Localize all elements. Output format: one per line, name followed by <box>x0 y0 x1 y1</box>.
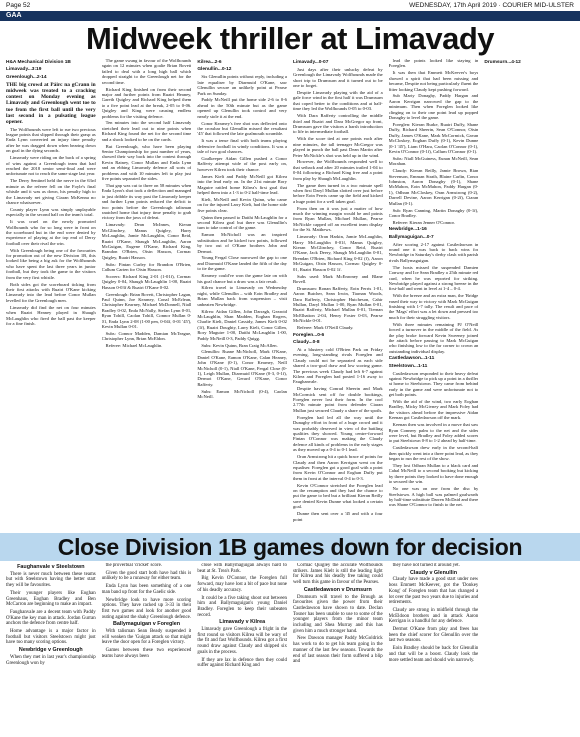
result-kicker: Greenlough...2-14 <box>6 74 47 80</box>
fixture-heading: Limavady v Kilrea <box>219 619 266 626</box>
result-kicker: Claudy...0-8 <box>292 340 320 345</box>
body-paragraph: Castledawson responded to their heavy defeat against Newbridge to pick up a point in a thriller at home to Steelstown. They came from behind early in the game and were unfortunate not to get both points. <box>388 370 479 398</box>
body-paragraph: Despite having Conrad Sheerin and Mark McCormick sent off for double bookings, Foreglen never lost their form. In the cool 2.77th minute point from defender Ciaran Mullan just secured Claudy a share of the spoils. <box>292 386 383 413</box>
body-paragraph: Eamon McNicholl was an inspired substitution and he kicked two points, followed by two out of O'Kane brothers John and Dermot. <box>197 232 287 254</box>
body-paragraph: Kevin O'Connor stretched the Foreglen lead on the resumption and they had the chance to put the game to bed but a brilliant Kieran Reilly save denied Kevin Dunne what looked a certain goal. <box>292 482 383 510</box>
page-number: Page 52 <box>6 2 31 9</box>
body-paragraph: they have not turned it around yet. <box>392 563 460 568</box>
result-kicker: Kilrea...2-6 <box>197 60 222 65</box>
body-paragraph: It was cruel on the newly promoted Wolfhounds who for so long were in front on the scoreboard but in the end were denied by experience of playing at the top end of Derry football over their rival the win. <box>6 219 96 246</box>
body-paragraph: Subs: Kevin Quinn, Bran Craig McAllen. <box>201 342 278 348</box>
body-paragraph: Limavady were riding on the back of a spring of wins against a Greenlough team that had reached the 2018 senior semi-final and were unfortunate not to reach the same stage last year. <box>6 155 96 177</box>
body-paragraph: They lost Odhran Mullan to a black card and Cahal McNeill to a second booking but kicking by three points they looked to have done enough to secured the win. <box>388 463 479 485</box>
result-kicker: Foreglen...0-6 <box>292 332 325 338</box>
body-paragraph: Faughanvale are a decent team with Paddy O'Kane the key man in attack. Jordan Gurran anchors the defence from centre half. <box>6 609 96 627</box>
body-paragraph: With Dara Rafferty controlling the middle third and Ruairi and Dara McGregor up front, Drumsurn gave the visitors a harsh introduction to life in intermediate football. <box>292 113 383 135</box>
body-paragraph: New Dawson manager Paddy McGoldrick has work to do to get his team going in the manner of the last few seasons. Towards the end of last season their form suffered a blip and <box>292 636 383 665</box>
body-paragraph: Six Glenullin points without reply, including a late equaliser by Diarmuid O'Kane, saw Glenullin secure an unlikely point at Pearse Park on Sunday. <box>197 74 287 96</box>
body-paragraph: Limavady: Oran Harkin, Jamie McLaughlin, Harry McLaughlin 0-01f, Manus Quigley, Kieran McGlinchey, Conor Reid, Ruairi O'Kane, Jack Deery, Shaugh McLaughlin 0-01, Brendan O'Brien, Richard King 0-02 (f), Aaron McGuigan, Oisin Hasson, Cormac Quigley 0-01, Ruairi Hasson 0-02 1f. <box>292 234 383 272</box>
story-column-1 <box>6 58 96 533</box>
body-paragraph: With the breeze and an extra man, the 'Bridge eased their way to victory with Mark McGuigan finishing with 1-7 tally. The result and pace of the 'Mags' effort was a let down and pressed too much for their struggling visitors. <box>388 293 479 320</box>
body-paragraph: Kilrea travel to Limavady on Wednesday night, while Glenullin – with Eoin Bradley and Brian Mullan back from suspension – visit unbeaten Newbridge. <box>197 285 287 307</box>
body-paragraph: Kearney could've won the game late on with his goal chance but a draw was a fair result. <box>197 273 287 284</box>
story-column-2 <box>102 58 192 533</box>
body-paragraph: Kilrea: Aidan Gillen, John Darragh, Gearoid McLaughlin, Shan Madden, Eoghan Rogers, Charlie Kielt, Daniel Cassidy, James Kielt 0-02 (1f), Ruairi Doughty, Larry Kielt, Conor Gillen, Rory Maguire 1-00, Daithi McLaughlin 1-00, Paddy McNeill 0-3, Paddy Quigg. <box>197 308 287 341</box>
body-paragraph: Newbridge look to have more scoring options. They have racked up 3-33 in their first two games and look for another good outing against the shaky Greenlough defence. <box>101 597 192 620</box>
story-column-3 <box>197 58 287 533</box>
body-paragraph: It was then that Emmett McKeever's boys showed a spirit that had been missing and became, Despite not being particularly fluent the fitter looking Claudy kept pushing forward. <box>388 70 479 92</box>
body-paragraph: Big Kevin O'Connor, the Foreglen full forward, may have lost a bit of pace but none of his deadly accuracy. <box>197 576 287 593</box>
body-paragraph: Subs: Niall McGuiness, Eunan McNeill, Sean Morahan. <box>388 155 479 167</box>
body-paragraph: Limavady: Dean McInnes, Kieran McGlinchey, Manus Quigley, Harry McLaughlin, Jamie McLaughlin, Conor Reid, Ruairi O'Kane, Shaugh McLaughlin, Aaron McGuigan, Eugene O'Kane, Richard King, Brandon O'Brien, Oisin Hasson, Cormac Quigley, Ruairi Hasson. <box>101 222 192 260</box>
result-kicker: Newbridge...1-16 <box>388 227 427 233</box>
body-paragraph: Glenullin: Ruane McNicholl, Mark O'Kane, Daniel O'Kane, Eamon O'Kane, Calan Heaney, John O'Kane (0-1), Conor Kearney, Neill McNicholl (0-1), Niall O'Kane, Fergal Close (0-1), Leigh Mullan, Diarmuid O'Kane (0-3, 0-1f), Dermot O'Kane, Gerard O'Kane, Conor Rafferty. <box>197 349 287 387</box>
body-paragraph: With the aid of the wind, two early Eoghan Bradley, Micky McGivney and Mark Foley had the visitors ahead before the impressive Aidan Keenan got Castledawson off the mark. <box>388 399 479 421</box>
body-paragraph: Their younger players like Eoghan Greenhaus, Eoghan Bradley and Ben McCarron are beginning to make an impact. <box>6 590 96 608</box>
body-paragraph: Referee: Kieran Jenner O'Connor. <box>392 219 455 225</box>
result-kicker: Steelstown...1-11 <box>388 363 428 369</box>
body-paragraph: The Derry Sentinel held the nerve in the 63rd minute as the referee fell on the Foyle's final whistle and it was as down, his penalty high to the Limavady net giving Ciaran McKenna no chance whatsoever. <box>6 178 96 205</box>
body-paragraph: Drumsurn: Ronan Rafferty, Eoin Ferris 1-01, Aaron Butcher, Sean Irwin, Tiarnan Woods, Dara Rafferty, Christopher Hutcheson, Cahir Mullan, Daryl Mullan 1-00, Ryan Mullan 0-01, Ruairi Rafferty, Michael Mullan 0-01, Tiernan McElhatton 2-04, Henry Foster 0-03, Pearse McNickle 0-01. <box>292 285 383 324</box>
body-paragraph: That gap was cut to three on 58 minutes when Enda Lynn's shot took a deflection and managed to just dribble its way past the Limavady keeper and further Lynn points reduced the deficit to two points before the Greenlough talisman snatched home that injury time penalty to grab victory from the jaws of defeat. <box>101 182 192 221</box>
body-paragraph: Dunne then sent over a '45 and with a four point <box>292 511 383 522</box>
body-paragraph: There is never much between these teams but with Steelstown having the better start they will be favourites. <box>6 571 96 589</box>
body-paragraph: With three minutes remaining PJ O'Neill forced a turnover in the middle of the field. As the play broke forward Kevin Sweeney joined the attack before passing to Mark McGuigan who finishing low to the far corner to crown an outstanding individual display. <box>388 321 479 354</box>
body-paragraph: From then on it was just a matter of how much the winning margin would be and points from Ryan Mullan, Michael Mullan, Pearse McNickle capped off an excellent team display for the St. Matthews. <box>292 205 383 233</box>
preview-headline: Close Division 1B games down for decision <box>0 533 580 561</box>
body-paragraph: Castledawson drew early in the second-half then quickly went into a three point lead, as they began to run the rest of the show. <box>388 445 479 462</box>
body-paragraph: close with Ballymaguigan always hard to beat at St. Trea's Park. <box>197 563 287 574</box>
fixture-heading: Faughanvale v Steelstown <box>17 564 85 570</box>
result-kicker: Ballymaguigan...0-7 <box>388 234 434 240</box>
result-kicker: Castledawson...1-11 <box>388 356 435 362</box>
body-paragraph: Given the good start both have had this is unlikely to be a runaway for either team. <box>101 570 192 582</box>
preview-column-2 <box>102 563 192 735</box>
body-paragraph: Limavady did find the net on four minutes when Ruairi Heaney played in Shaugh McLaughlin who fired the ball past the keeper for a fine finish. <box>6 304 96 326</box>
body-paragraph: James Kielt and Paddy McNeill got Kilrea into the lead early on. In the 21st minute Rory Maguire rattled home Kilrea's first goal that helped them into a 1-3 to 0-2 half-time lead. <box>197 173 287 195</box>
body-paragraph: It was a tense final with both teams playing defensive football in windy conditions. It was a tale of two goal chances. <box>197 138 287 155</box>
body-paragraph: Drumsurn will travel to the Brough as favourites given the power from their Castledawson have shown to date. Declan Tosner has been unable to use to some of the younger players from the minor team including and Shea Murray and this has given him a much stronger hand. <box>292 594 383 634</box>
main-headline: Midweek thriller at Limavady <box>85 21 495 56</box>
body-paragraph: Referee: Michael McLaughlin. <box>105 343 163 349</box>
body-paragraph: Subs: Connor Madden, Damian McTeague, Christopher Lynn, Brian McEldon. <box>101 331 192 342</box>
body-paragraph: When they met in last year's championship Greenlough won by <box>6 654 96 666</box>
section-label: GAA <box>0 11 580 21</box>
result-kicker: Drumsurn...4-12 <box>484 60 521 65</box>
preview-column-4 <box>293 563 383 735</box>
body-paragraph: Cormac Quigley the accurate Wolfhounds strikers. James Kielt is still the leading light for Kilrea and his deadly free taking could well turn this game in favour of the Pearses. <box>292 563 383 586</box>
body-paragraph: Just days after their unlucky defeat by Greenlough the Limavady Wolfhounds made the short trip to Drumsurn and it turned out to be one to forget. <box>292 66 383 89</box>
body-paragraph: It could be a five taking shoot out between him and Ballymaguigan's young Daniel Bradley. Foreglen to keep their unbeaten record. <box>197 595 287 618</box>
body-paragraph: Limavady gave Greenlough a fright in the first round so visitors Kilrea will be wary of the fit and fast Wolfhounds. Kilrea got a first round draw against Claudy and shipped six goals in the process. <box>197 627 287 655</box>
fixture-heading: Newbridge v Greenlough <box>18 647 83 654</box>
body-paragraph: Subs: Eamon McNicholl (0-4), Caolan McNeill. <box>197 388 287 400</box>
body-paragraph: Greenlough: Brian Bovett, Christopher Lagan, Paul Quinn, Joe Kearney, Conal McErlean, Christopher Kearney, Michael McDonnell, Niall Bradley 0-02, Enda McNally, Stefan Lynn 0-01, Ryan Tohill, Caolan Tohill, Connor Mullan 0-01, Enda Lynn 2-08 (1-00 pen, 0-04f, 0-01 '45'), Kevin Mullan 0-01. <box>101 291 192 330</box>
result-kicker: Limavady...3:19 <box>6 67 42 73</box>
body-paragraph: Dermot O'Kane from play and frees has been the chief scorer for Glenullin over the last two seasons. <box>388 627 479 644</box>
story-column-5 <box>389 58 479 533</box>
body-paragraph: the proverbial 'cricket' score. <box>105 563 163 568</box>
body-paragraph: However, the Wolfhounds responded well to that setback and after 20 minutes trailed 1-04 to 0-04 following a Richard King free and a point from play by Shaugh McLaughlin. <box>292 159 383 181</box>
body-paragraph: lead the points looked like staying in Foreglen. <box>388 58 479 69</box>
body-paragraph: Claudy have made a good start under new boss Emmett McKeever, got the 'Donkey Kong' of Foreglen team that has changed a lot over the past two years due to injuries and retirements. <box>388 577 479 606</box>
body-paragraph: Sub Marty Donaghy, Paddy Hargan and Aaron Kerrigan narrowed the gap to the minimum. Then when Foreglen looked like clinging on to their one point lead up popped Donaghy to level the game. <box>388 93 479 121</box>
body-paragraph: Quinn then passed to Daithi McLaughlin for a second Kilrea goal but there was Glenullin's turn to take control of the game. <box>197 214 287 231</box>
body-paragraph: But Greenlough, who have been playing Senior Championship for past number of years, showed their way back into the contest through Kevin Rainey, Conor Mullan and Enda Lynn and an ebbing Limavady defence all sorts of problems and with 10 minutes left to play just five points separated the sides. <box>101 143 192 182</box>
body-paragraph: Eoin Bradley should be back for Glenullin and that will be a boost. Claudy look the more settled team and should win narrowly. <box>388 646 479 663</box>
body-paragraph: The hosts missed the suspended Damien Conway and Ice Sean Bradley a 25th minute red card, when he was reported for striking. Newbridge played against a strong breeze in the first-half and went in level at 1-4 – 0-4. <box>388 264 479 292</box>
preview-column-3 <box>197 563 287 735</box>
body-paragraph: The game then turned in a two minute spell when first Daryl Mullan slotted over just before before Eoin Ferris came up the field and kicked a huge point for a well taken goal. <box>292 182 383 204</box>
story-column-4 <box>293 58 383 533</box>
body-paragraph: Kielt, McNeill and Kevin Quinn, who came on for the injured Larry Kielt, had the home side five points clear. <box>197 196 287 213</box>
body-paragraph: With talisman Sean Beady suspended it will weaken the 'Guigan attack so that might leave the door open for a Foreglen victory. <box>101 629 192 646</box>
body-paragraph: County player Lynn was simply unplayable especially in the second half on the team's total. <box>6 206 96 218</box>
body-paragraph: Young Fergal Close narrowed the gap to one and Diarmuid O'Kane landed the fifth of the day to tie the game. <box>197 255 287 272</box>
preview-column-1 <box>6 563 96 735</box>
body-paragraph: The game swung in favour of the Wolfhounds again on 12 minutes when goalie Brian Bovett failed to deal with a long high ball which dropped straight to the Greenlough net for the second time. <box>101 58 192 85</box>
body-paragraph: After scoring 2-17 against Castledawson in round one it was back to back wins for Newbridge in Saturday's derby clash with parish rivals Ballymaguigan. <box>388 241 479 263</box>
preview-story <box>6 563 574 735</box>
body-paragraph: Sub: Ryan Canning, Martin Donaghy (0-1f), Conor Bradley. <box>388 207 479 218</box>
preview-column-5 <box>389 563 479 735</box>
body-paragraph: Home advantage is a major factor in football but visitors Steelstown might just have too many scoring options. <box>6 629 96 646</box>
masthead <box>0 0 580 11</box>
body-paragraph: Ten minutes into the second half Limavady stretched their lead out to nine points when Richard King found the net for the second time and a shock looked to be on the cards. <box>101 120 192 142</box>
body-paragraph: If they are lax in defence then they could suffer against Richard King and <box>197 657 287 669</box>
body-paragraph: With the score tied at one points each after nine minutes, the tall teenager McGregor was played in punch the ball past Dean Martin after Peter McNickle's shot was held up in the wind. <box>292 136 383 158</box>
body-paragraph: Foreglen had led all the way until the Dunaghy effort in front of a huge crowd and it was probably deserved in view of the battling qualities they showed. Young centre-forward Fintan O'Connor was making the Claudy defence all kinds of problems in the early stages as they moved up a 0-4 to 0-1 lead. <box>292 414 383 453</box>
result-kicker: H&A Mechanical Division 1B <box>6 60 71 65</box>
body-paragraph: With Greenlough being one of the favourites for promotion out of the new Division 1B, this looked like being a big ask for the Wolfhounds who have spent the last three years in junior football, but they took the game to the visitors from the very first whistle. <box>6 247 96 280</box>
main-story <box>6 58 574 533</box>
body-paragraph: Conor Kearney's free shot was deflected onto the crossbar but Glenullin missed the resultant '45' that followed the late goalmouth scramble. <box>197 120 287 137</box>
body-paragraph: Foreglen: Kieran Burke, Ruairi Duffy, Shane Duffy, Richard Sheerin, Sean O'Connor, Oisin Duffy, James O'Kane, Mark McCormick, Gavan McCloskey, Eoghan Duffy (0-1), Kevin Dunne (0-1 '45'), Liam O'Hara, Caolan O'Connor (0-1), Kevin O'Connor (0-1f), Callum O'Connor (0-1). <box>388 121 479 154</box>
body-paragraph: Keenan then was involved in a move that saw Ryan Connery palm to the net and the sides were level, but Bradley and Foley added scores to put Steelstown 0-8 to 1-2 ahead by half-time. <box>388 422 479 444</box>
body-paragraph: Subs: Fintan Curley for Brandon O'Brien, Callum Carten for Oisin Hasson. <box>101 261 192 273</box>
story-column-6 <box>484 58 574 533</box>
body-paragraph: The Wolfhounds were left to rue two precious league points that slipped through their grasp as Enda Lynn converted an injury time penalty after he was dragged down when bearing down on goal in the dying seconds. <box>6 126 96 154</box>
body-paragraph: At a blustery cold O'Brien Park on Friday evening, long-standing rivals Foreglen and Claudy could not be separated as each side shared a two-goal draw and low scoring game. The previous week Claudy had left 6-7 against Kilrea and Foreglen had posted 1-16 away to Faughanvale. <box>292 346 383 385</box>
body-paragraph: Despite Limavady playing with the aid of a gale force wind in the first half it was Drumsurn that coped better to the conditions and at half-time they led the Wolfhounds 0-05 to 0-03. <box>292 90 383 112</box>
body-paragraph: Oran Armstrong hit a quick brace of points for Claudy and then Aaron Kerrigan went on the equaliser. Foreglen got a good goal with a point from Kevin O'Connor and Eoghan Duffy put them in front at the interval 0-4 to 0-3. <box>292 454 383 481</box>
body-paragraph: Paddy McNeill put the home side 2-6 to 0-6 ahead in the 50th minute but as the game opened up Glenullin took control and very nearly stole it at the end. <box>197 97 287 119</box>
preview-column-6 <box>484 563 574 735</box>
body-paragraph: Scorers: Richard King 2-01 (1-01f), Cormac Quigley 0-04, Shaugh McLaughlin 1-00, Ruairi Hasson 0-03f & Ruairi O'Kane 0-02. <box>101 273 192 290</box>
body-paragraph: Claudy are strong in midfield through the McEldoon brothers and in attack Aaron Kerrigan is a handful for any defence. <box>388 607 479 625</box>
result-kicker: Limavady...0-07 <box>292 60 329 65</box>
fixture-heading: Claudy v Glenullin <box>409 569 457 576</box>
lead-paragraph: THE big crowd at Páirc na gCrann in midweek was treated to a cracking contest on Monday evening as Limavady and Greenlough went toe to toe from the first ball until the very last second in a pulsating league opener. <box>6 81 96 125</box>
issue-date: WEDNESDAY, 17th April 2019 · COURIER MID-ULSTER <box>409 2 574 9</box>
body-paragraph: Both sides got the scoreboard ticking from their first attacks with Ruairi O'Kane kicking Limavady into the lead before Conor Mullan levelled for the Greenlough men. <box>6 281 96 303</box>
body-paragraph: Subs used: Mark McEnroney and Blane Bovell. <box>292 273 383 284</box>
body-paragraph: Claudy: Kieran Reilly, Jamie Brown, Rian Stevenson, Emman Strath, Blaine Carlin, Conor Johnston, Aaron Donaghy (0-1), Shane McMahon, Eoin McMahon, Paddy Hargan (0-1), Odhran McCloskey, Oran Armstrong (0-2), Darrell Devine, Aaron Kerrigan (0-2f), Ciaran Mullan (0-1). <box>388 168 479 206</box>
body-paragraph: Richard King finished on from their second major and further points from Ruairi Heaney, Gareth Quigley and Richard King helped them to a five point lead at the break, 2-05 to 0-06. Quigley and King were causing endless problems for the visiting defence. <box>101 86 192 119</box>
body-paragraph: No one was on one from the disc by Steelstown. A high ball was palmed goalwards by half-time substitute Darren McDaid and there was Shane O'Connor to finish to the net. <box>388 486 479 508</box>
fixture-heading: Castledawson v Drumsurn <box>303 586 372 593</box>
body-paragraph: Referee: Mark O'Neill Claudy. <box>296 325 354 331</box>
body-paragraph: Games between these two experienced teams have always been <box>101 648 192 659</box>
result-kicker: Glenullin...0-12 <box>197 67 232 73</box>
body-paragraph: Enda Lynn has been something of a one man band up front for the Gaelic side. <box>101 584 192 595</box>
body-paragraph: Goalkeeper Aidan Gillen pushed a Conor Rafferty attempt wide of the post early on, however Kilrea took their chance. <box>197 156 287 172</box>
fixture-heading: Ballymaguigan v Foreglen <box>112 621 181 628</box>
